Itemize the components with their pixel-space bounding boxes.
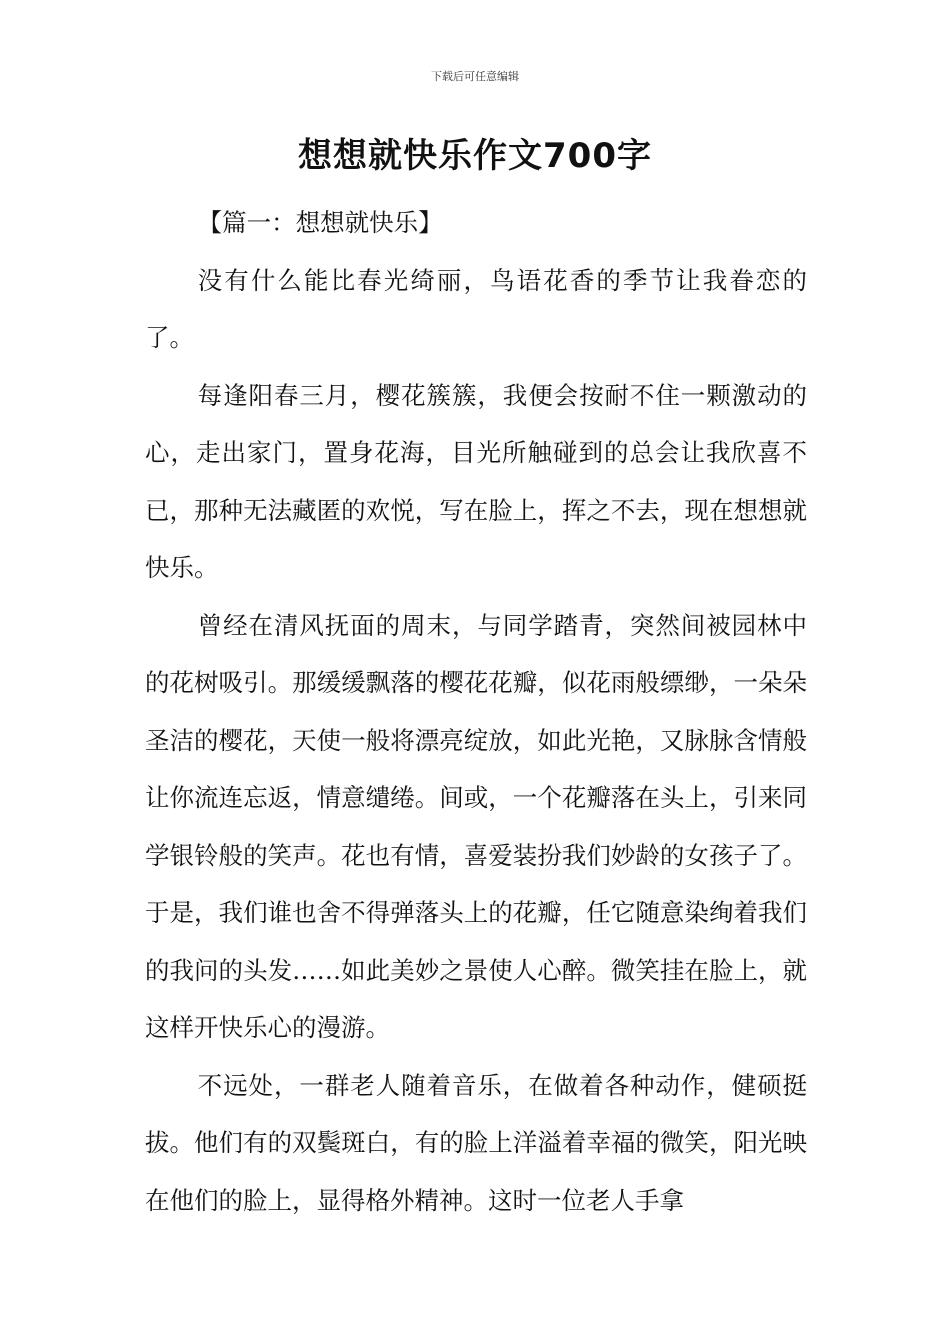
article-body xyxy=(145,194,807,1229)
paragraph: 没有什么能比春光绮丽，鸟语花香的季节让我眷恋的了。 xyxy=(145,265,807,352)
document-title: 想想就快乐作文700字 xyxy=(298,136,652,176)
section-heading: 【篇一：想想就快乐】 xyxy=(197,208,443,237)
page-header-note: 下载后可任意编辑 xyxy=(431,70,519,83)
paragraph: 曾经在清风抚面的周末，与同学踏青，突然间被园林中的花树吸引。那缓缓飘落的樱花花瓣，似花雨般缥缈，一朵朵圣洁的樱花，天使一般将漂亮绽放，如此光艳，又脉脉含情般让你流连忘返，情意缱绻。间或，一个花瓣落在头上，引来同学银铃般的笑声。花也有情，喜爱装扮我们妙龄的女孩子了。于是，我们谁也舍不得弹落头上的花瓣，任它随意染绚着我们的我问的头发……如此美妙之景使人心醉。微笑挂在脸上，就这样开快乐心的漫游。 xyxy=(145,610,807,1042)
paragraph: 不远处，一群老人随着音乐，在做着各种动作，健硕挺拔。他们有的双鬓斑白，有的脸上洋溢着幸福的微笑，阳光映在他们的脸上，显得格外精神。这时一位老人手拿 xyxy=(145,1070,807,1215)
paragraph: 每逢阳春三月，樱花簇簇，我便会按耐不住一颗激动的心，走出家门，置身花海，目光所触碰到的总会让我欣喜不已，那种无法藏匿的欢悦，写在脸上，挥之不去，现在想想就快乐。 xyxy=(145,380,807,582)
